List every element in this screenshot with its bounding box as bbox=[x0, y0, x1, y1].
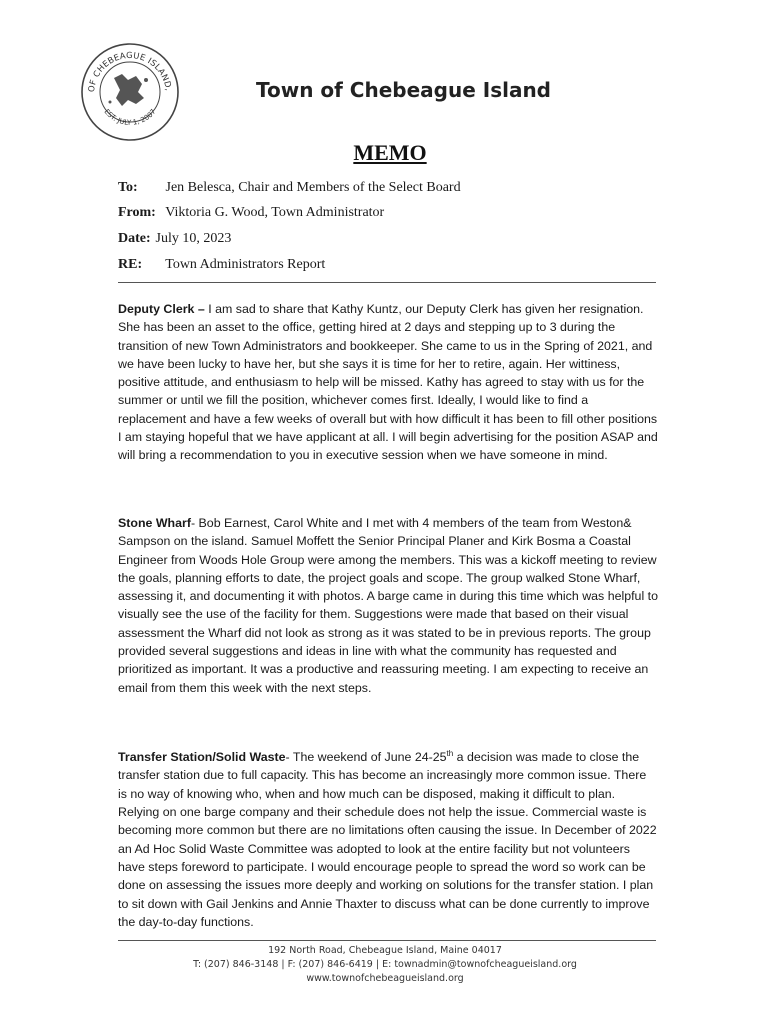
footer-website: www.townofchebeagueisland.org bbox=[306, 973, 464, 984]
memo-from bbox=[118, 205, 384, 221]
to-value: Jen Belesca, Chair and Members of the Select Board bbox=[165, 180, 461, 195]
footer bbox=[0, 944, 770, 986]
memo-re bbox=[118, 257, 325, 273]
transfer-body-pre: - The weekend of June 24-25 bbox=[285, 750, 447, 765]
deputy-heading: Deputy Clerk – bbox=[118, 302, 209, 316]
date-value: July 10, 2023 bbox=[155, 231, 232, 246]
memo-title: MEMO bbox=[353, 140, 427, 165]
section-transfer-station bbox=[118, 745, 658, 931]
date-label: Date: bbox=[118, 231, 151, 246]
seal-graphic bbox=[78, 40, 182, 144]
re-value: Town Administrators Report bbox=[165, 257, 326, 272]
deputy-body: I am sad to share that Kathy Kuntz, our Deputy Clerk has given her resignation. She has been an asset to the office, getting hired at 2 days and stepping up to 3 during the transition of new Town Administrators and bookkeeper. She came to us in the Spring of 2021, and we have been lucky to have her, but she says it is time for her to retire, again. Her wittiness, positive attitude, and enthusiasm to help will be missed. Kathy has agreed to stay with us for the summer or until we fill the position, whichever comes first. Ideally, I would like to find a replacement and have a few weeks of overall but with how difficult it has been to fill other positions I am staying hopeful that we have applicant at all. I will begin advertising for the position ASAP and will bring a recommendation to you in executive session when we have someone in mind. bbox=[118, 302, 658, 463]
memo-to bbox=[118, 180, 461, 196]
town-title: Town of Chebeague Island bbox=[256, 78, 551, 102]
memo-title-wrap bbox=[0, 140, 770, 166]
svg-text:EST. JULY 1, 2007 bbox=[102, 108, 157, 127]
seal-top-text: OF CHEBEAGUE ISLAND, bbox=[85, 49, 174, 93]
wharf-heading: Stone Wharf bbox=[118, 516, 191, 530]
island-shape bbox=[114, 74, 144, 106]
section-stone-wharf bbox=[118, 514, 658, 697]
memo-date bbox=[118, 231, 231, 247]
footer-contact: T: (207) 846-3148 | F: (207) 846-6419 | E: townadmin@townofcheagueisland.org bbox=[193, 959, 577, 970]
transfer-body-post: a decision was made to close the transfer station due to full capacity. This has become an increasingly more common issue. There is no way of knowing who, when and how much can be disposed, making it difficult to plan. Relying on one barge company and their schedule does not help the issue. Commercial waste is becoming more common but there are no limitations often causing the issue. In December of 2022 an Ad Hoc Solid Waste Committee was adopted to look at the entire facility but not volunteers have steps foreword to participate. I would encourage people to spread the word so work can be done on assessing the issues more deeply and working on solutions for the transfer station. I plan to sit down with Gail Jenkins and Annie Thaxter to discuss what can be done currently to improve the day-to-day functions. bbox=[118, 750, 657, 929]
from-label: From: bbox=[118, 205, 156, 220]
footer-divider bbox=[118, 940, 656, 941]
re-label: RE: bbox=[118, 257, 143, 272]
transfer-heading: Transfer Station/Solid Waste bbox=[118, 750, 286, 765]
from-value: Viktoria G. Wood, Town Administrator bbox=[165, 205, 385, 220]
wharf-body: - Bob Earnest, Carol White and I met with 4 members of the team from Weston& Sampson on the island. Samuel Moffett the Senior Principal Planer and Kirk Bosma a Coastal Engineer from Woods Hole Group were among the members. This was a kickoff meeting to review the goals, planning efforts to date, the project goals and scope. The group walked Stone Wharf, assessing it, and documenting it with photos. A barge came in during this time which was helpful to visually see the use of the facility for them. Suggestions were made that based on their visual assessment the Wharf did not look as strong as it was stated to be in previous reports. The group provided several suggestions and ideas in line with what the community has requested and prioritized as important. It was a productive and reassuring meeting. I am expecting to receive an email from them this week with the next steps. bbox=[118, 516, 658, 695]
header-divider bbox=[118, 282, 656, 283]
section-deputy-clerk bbox=[118, 300, 658, 465]
transfer-body-sup: th bbox=[446, 749, 454, 758]
town-seal bbox=[78, 40, 182, 144]
footer-address: 192 North Road, Chebeague Island, Maine 04017 bbox=[268, 945, 502, 956]
seal-bottom-text: EST. JULY 1, 2007 bbox=[102, 107, 158, 127]
to-label: To: bbox=[118, 180, 138, 195]
